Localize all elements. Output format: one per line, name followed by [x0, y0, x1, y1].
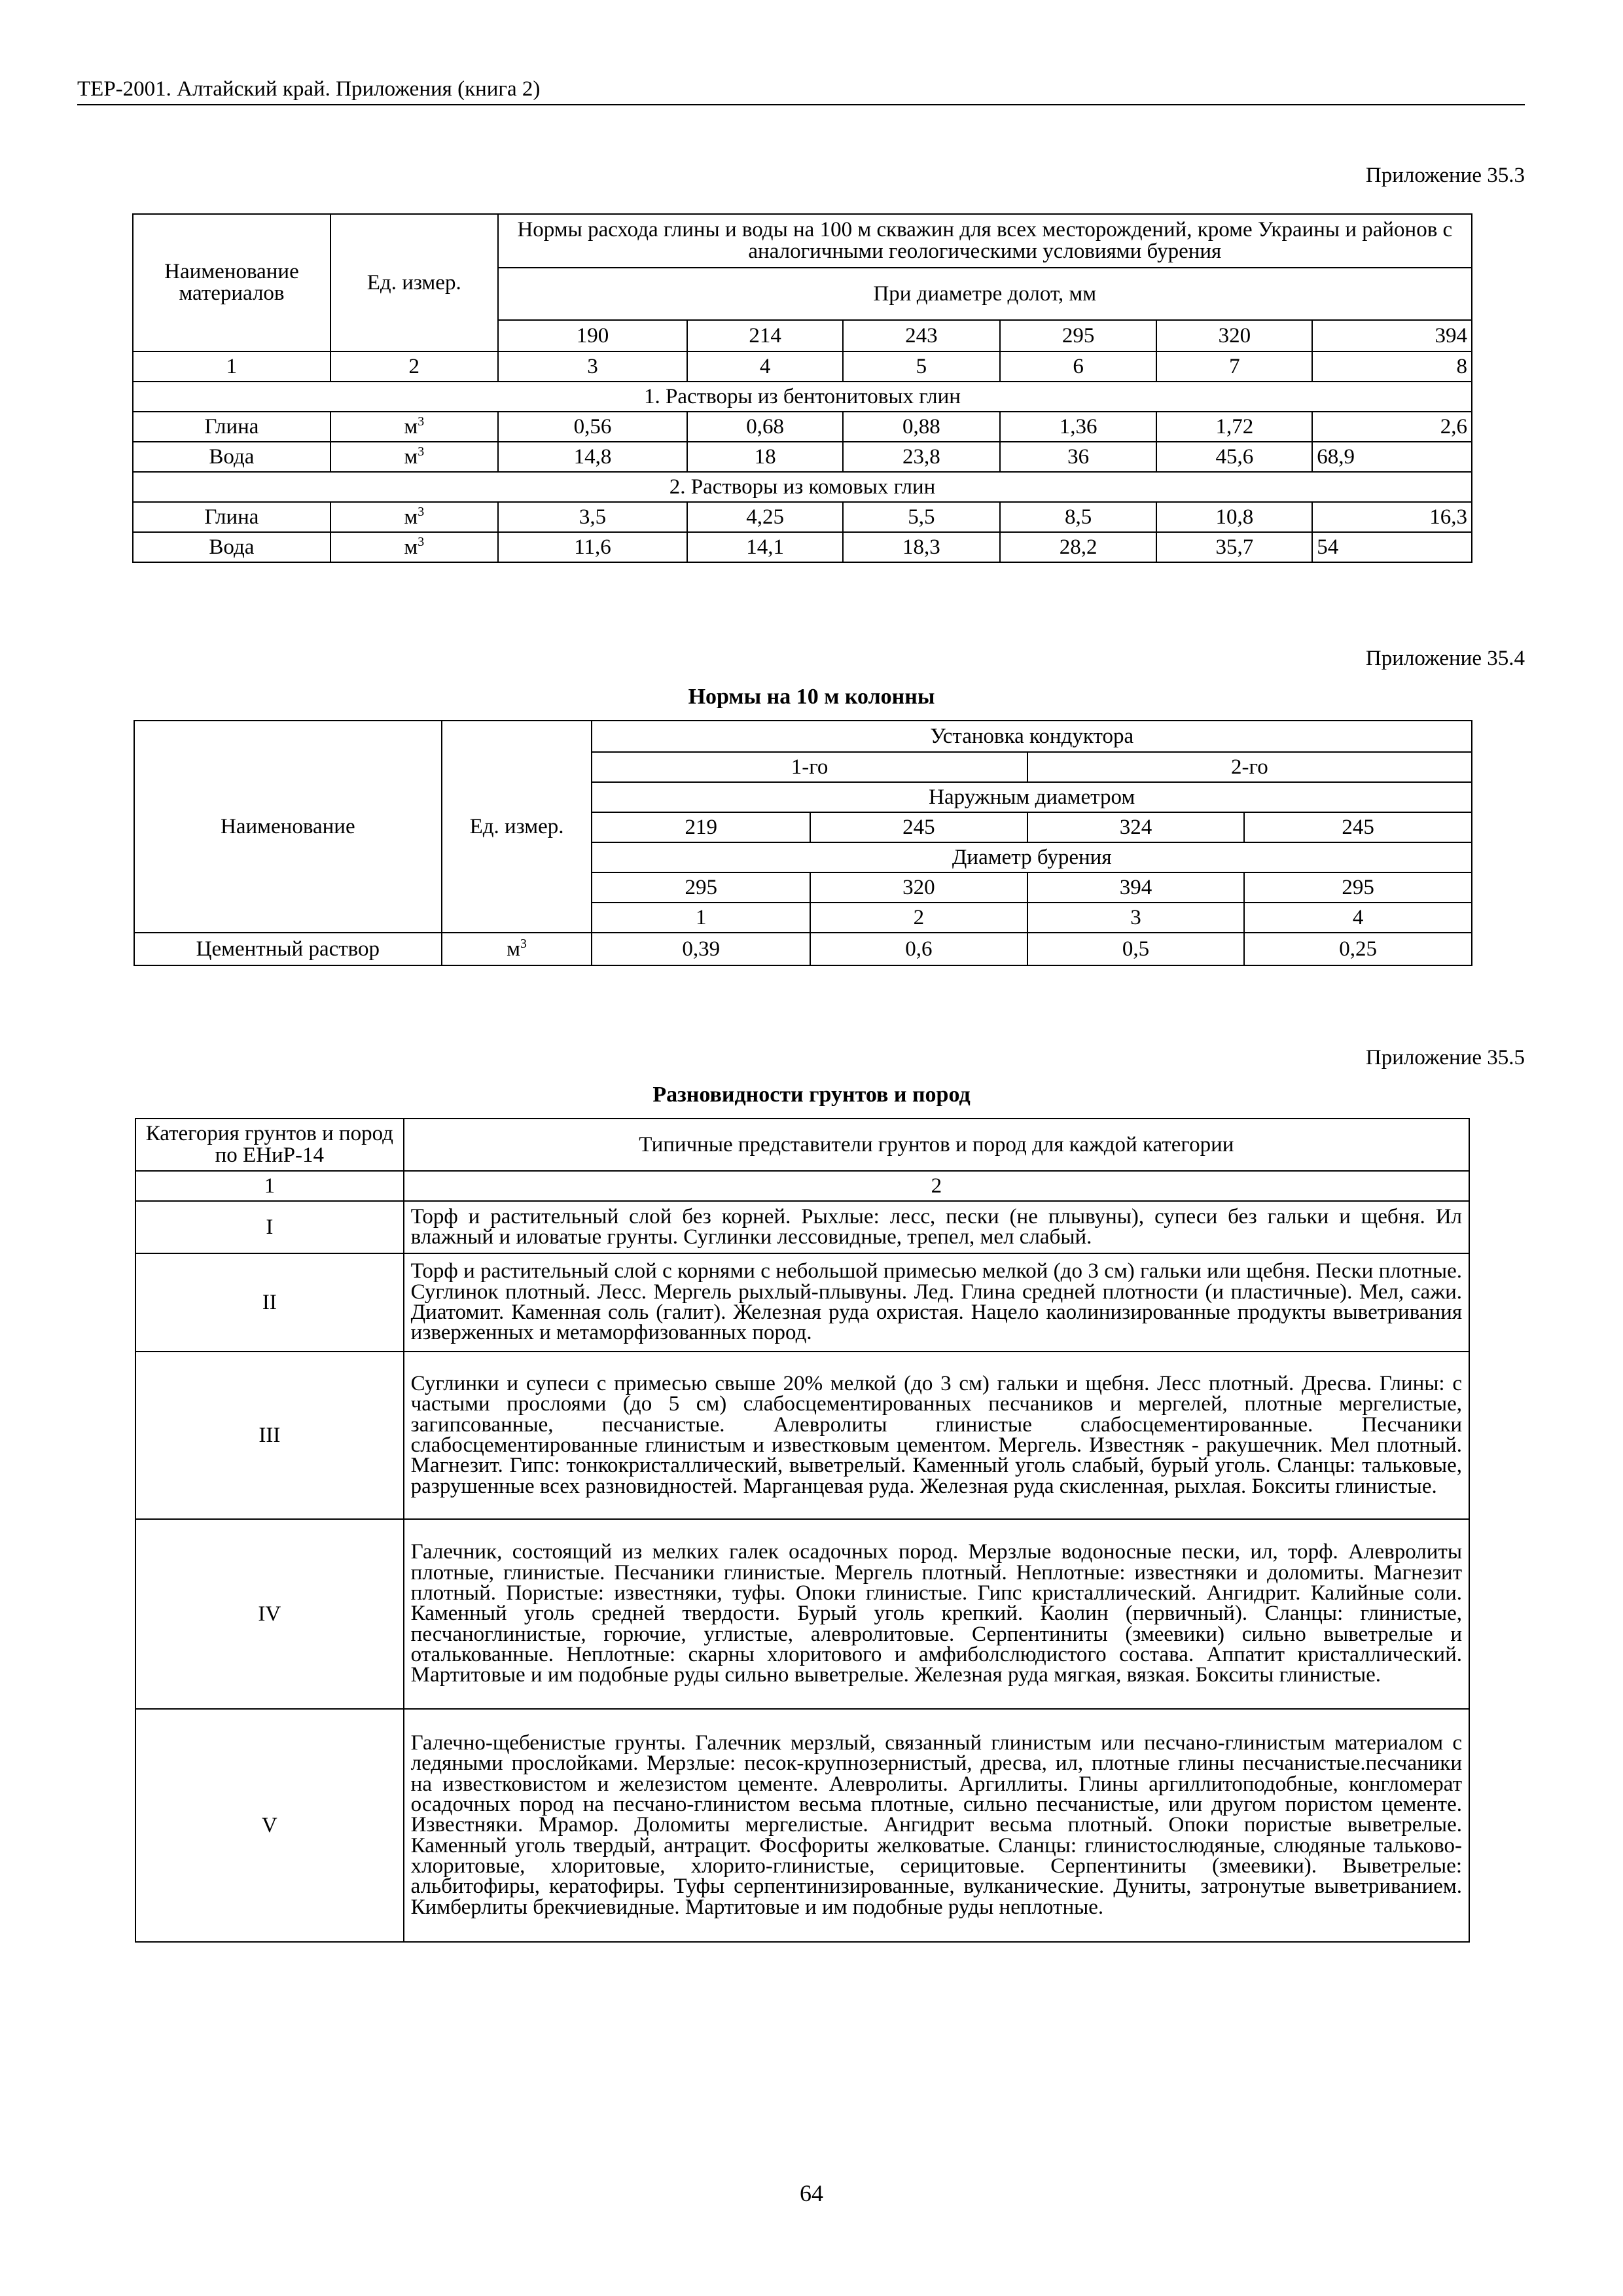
- table-row: [134, 933, 1472, 965]
- value-cell: 8,5: [1000, 502, 1157, 532]
- diameter-value: 295: [1000, 320, 1157, 351]
- value-cell: 0,25: [1244, 933, 1472, 965]
- value-cell: 4,25: [687, 502, 843, 532]
- table-35-3: [132, 213, 1472, 563]
- section-heading: 1. Растворы из бентонитовых глин: [133, 382, 1472, 412]
- drill-diameter-header: Диаметр бурения: [592, 842, 1472, 872]
- diameter-value: 214: [687, 320, 843, 351]
- col-unit-header: Ед. измер.: [442, 721, 592, 933]
- value-cell: 0,88: [843, 412, 1000, 442]
- outer-diameter-value: 245: [1244, 812, 1472, 842]
- col-number: 2: [404, 1171, 1469, 1201]
- value-cell: 23,8: [843, 442, 1000, 472]
- value-cell: 54: [1312, 532, 1472, 562]
- value-cell: 35,7: [1156, 532, 1312, 562]
- section-heading: 2. Растворы из комовых глин: [133, 472, 1472, 502]
- col-unit-header: Ед. измер.: [330, 214, 498, 351]
- row-name: Вода: [133, 532, 330, 562]
- description-cell: Торф и растительный слой с корнями с небольшой примесью мелкой (до 3 см) гальки или щебня. Пески плотные. Суглинок плотный. Лесс. Мергель рыхлый-плывуны. Лед. Глина средней плотности (и пластичные). Мел, сажи. Диатомит. Каменная соль (галит). Железная руда охристая. Нацело каолинизированные продукты выветривания изверженных и метаморфизованных пород.: [404, 1253, 1469, 1352]
- row-name: Глина: [133, 502, 330, 532]
- diameter-value: 190: [498, 320, 688, 351]
- table-row: [135, 1709, 1469, 1942]
- row-name: Вода: [133, 442, 330, 472]
- unit-cell: $м^3$: [330, 442, 498, 472]
- unit-cell: $м^3$: [330, 532, 498, 562]
- value-cell: 0,5: [1027, 933, 1245, 965]
- col-typical-header: Типичные представители грунтов и пород для каждой категории: [404, 1119, 1469, 1171]
- value-cell: 0,39: [592, 933, 810, 965]
- col-number: 2: [810, 903, 1027, 933]
- unit-cell: $м^3$: [442, 933, 592, 965]
- table-row: [135, 1253, 1469, 1352]
- first-header: 1-го: [592, 752, 1027, 782]
- value-cell: 45,6: [1156, 442, 1312, 472]
- table-row: [133, 532, 1472, 562]
- outer-diameter-value: 219: [592, 812, 810, 842]
- col-number: 4: [1244, 903, 1472, 933]
- norms-header: Нормы расхода глины и воды на 100 м скважин для всех месторождений, кроме Украины и районов с аналогичными геологическими условиями бурения: [498, 214, 1472, 268]
- table-row: [135, 1352, 1469, 1519]
- value-cell: 10,8: [1156, 502, 1312, 532]
- table-row: [135, 1201, 1469, 1253]
- col-number: 5: [843, 351, 1000, 382]
- page-header: ТЕР-2001. Алтайский край. Приложения (книга 2): [77, 77, 1525, 105]
- outer-diameter-header: Наружным диаметром: [592, 782, 1472, 812]
- col-category-header: Категория грунтов и пород по ЕНиР-14: [135, 1119, 404, 1171]
- table-row: [133, 502, 1472, 532]
- drill-diameter-value: 295: [1244, 872, 1472, 903]
- value-cell: 16,3: [1312, 502, 1472, 532]
- drill-diameter-value: 295: [592, 872, 810, 903]
- diameter-value: 243: [843, 320, 1000, 351]
- col-number: 6: [1000, 351, 1157, 382]
- col-number: 1: [592, 903, 810, 933]
- category-cell: IV: [135, 1519, 404, 1709]
- col-name-header: Наименование материалов: [133, 214, 330, 351]
- value-cell: 18: [687, 442, 843, 472]
- unit-cell: $м^3$: [330, 412, 498, 442]
- col-number: 3: [1027, 903, 1245, 933]
- description-cell: Торф и растительный слой без корней. Рыхлые: лесс, пески (не плывуны), супеси без гальки и щебня. Ил влажный и иловатые грунты. Суглинки лессовидные, трепел, мел слабый.: [404, 1201, 1469, 1253]
- category-cell: I: [135, 1201, 404, 1253]
- drill-diameter-value: 394: [1027, 872, 1245, 903]
- value-cell: 3,5: [498, 502, 688, 532]
- page-number: 64: [800, 2180, 823, 2206]
- row-name: Цементный раствор: [134, 933, 442, 965]
- diameter-header: При диаметре долот, мм: [498, 268, 1472, 320]
- row-name: Глина: [133, 412, 330, 442]
- second-header: 2-го: [1027, 752, 1472, 782]
- value-cell: 18,3: [843, 532, 1000, 562]
- value-cell: 36: [1000, 442, 1157, 472]
- table-35-4-title: Нормы на 10 м колонны: [688, 685, 935, 709]
- col-number: 7: [1156, 351, 1312, 382]
- outer-diameter-value: 324: [1027, 812, 1245, 842]
- table-35-5-title: Разновидности грунтов и пород: [652, 1083, 971, 1107]
- diameter-value: 394: [1312, 320, 1472, 351]
- value-cell: 0,56: [498, 412, 688, 442]
- value-cell: 5,5: [843, 502, 1000, 532]
- value-cell: 14,8: [498, 442, 688, 472]
- value-cell: 1,36: [1000, 412, 1157, 442]
- col-name-header: Наименование: [134, 721, 442, 933]
- col-number: 8: [1312, 351, 1472, 382]
- col-number: 4: [687, 351, 843, 382]
- value-cell: 0,6: [810, 933, 1027, 965]
- appendix-35-4-label: Приложение 35.4: [1365, 647, 1525, 670]
- description-cell: Галечно-щебенистые грунты. Галечник мерзлый, связанный глинистым или песчано-глинистым материалом с ледяными прослойками. Мерзлые: песок-крупнозернистый, дресва, ил, плотные глины песчанистые.песчаники на известковистом и железистом цементе. Алевролиты. Аргиллиты. Глины аргиллитоподобные, конгломерат осадочных пород на песчано-глинистом весьма плотные, сильно песчанистые, или другом пористом цементе. Известняки. Мрамор. Доломиты мергелистые. Ангидрит весьма плотный. Опоки пористые выветрелые. Каменный уголь твердый, антрацит. Фосфориты желковатые. Сланцы: глинистослюдяные, слюдяные тальково-хлоритовые, хлоритовые, хлорито-глинистые, серицитовые. Серпентиниты (змеевики). Выветрелые: альбитофиры, кератофиры. Туфы серпентинизированные, вулканические. Дуниты, затронутые выветриванием. Кимберлиты брекчиевидные. Мартитовые и им подобные руды неплотные.: [404, 1709, 1469, 1942]
- table-35-4: [134, 720, 1472, 966]
- col-number: 1: [133, 351, 330, 382]
- description-cell: Суглинки и супеси с примесью свыше 20% мелкой (до 3 см) гальки и щебня. Лесс плотный. Дресва. Глины: с частыми прослоями (до 5 см) слабосцементированных песчаников и мергелей, плотные мергелистые, загипсованные, песчанистые. Алевролиты глинистые слабосцементированные. Песчаники слабосцементированные глинистым и известковым цементом. Мергель. Известняк - ракушечник. Мел плотный. Магнезит. Гипс: тонкокристаллический, выветрелый. Каменный уголь слабый, бурый уголь. Сланцы: тальковые, разрушенные всех разновидностей. Марганцевая руда. Железная руда скисленная, рыхлая. Бокситы глинистые.: [404, 1352, 1469, 1519]
- category-cell: V: [135, 1709, 404, 1942]
- unit-cell: $м^3$: [330, 502, 498, 532]
- table-row: [133, 442, 1472, 472]
- col-number: 3: [498, 351, 688, 382]
- installation-header: Установка кондуктора: [592, 721, 1472, 752]
- appendix-35-5-label: Приложение 35.5: [1365, 1046, 1525, 1069]
- col-number: 2: [330, 351, 498, 382]
- appendix-35-3-label: Приложение 35.3: [1365, 164, 1525, 187]
- table-row: [135, 1519, 1469, 1709]
- drill-diameter-value: 320: [810, 872, 1027, 903]
- value-cell: 14,1: [687, 532, 843, 562]
- value-cell: 1,72: [1156, 412, 1312, 442]
- category-cell: III: [135, 1352, 404, 1519]
- table-35-5: [135, 1118, 1470, 1943]
- value-cell: 2,6: [1312, 412, 1472, 442]
- value-cell: 68,9: [1312, 442, 1472, 472]
- category-cell: II: [135, 1253, 404, 1352]
- diameter-value: 320: [1156, 320, 1312, 351]
- value-cell: 0,68: [687, 412, 843, 442]
- table-row: [133, 412, 1472, 442]
- outer-diameter-value: 245: [810, 812, 1027, 842]
- value-cell: 11,6: [498, 532, 688, 562]
- col-number: 1: [135, 1171, 404, 1201]
- description-cell: Галечник, состоящий из мелких галек осадочных пород. Мерзлые водоносные пески, ил, торф. Алевролиты плотные, глинистые. Песчаники глинистые. Мергель плотный. Неплотные: известняки и доломиты. Магнезит плотный. Пористые: известняки, туфы. Опоки глинистые. Гипс кристаллический. Ангидрит. Калийные соли. Каменный уголь средней твердости. Бурый уголь крепкий. Каолин (первичный). Сланцы: глинистые, песчаноглинистые, горючие, углистые, алевролитовые. Серпентиниты (змеевики) сильно выветрелые и оталькованные. Неплотные: скарны хлоритового и амфиболслюдистого состава. Аппатит кристаллический. Мартитовые и им подобные руды сильно выветрелые. Железная руда мягкая, вязкая. Бокситы глинистые.: [404, 1519, 1469, 1709]
- value-cell: 28,2: [1000, 532, 1157, 562]
